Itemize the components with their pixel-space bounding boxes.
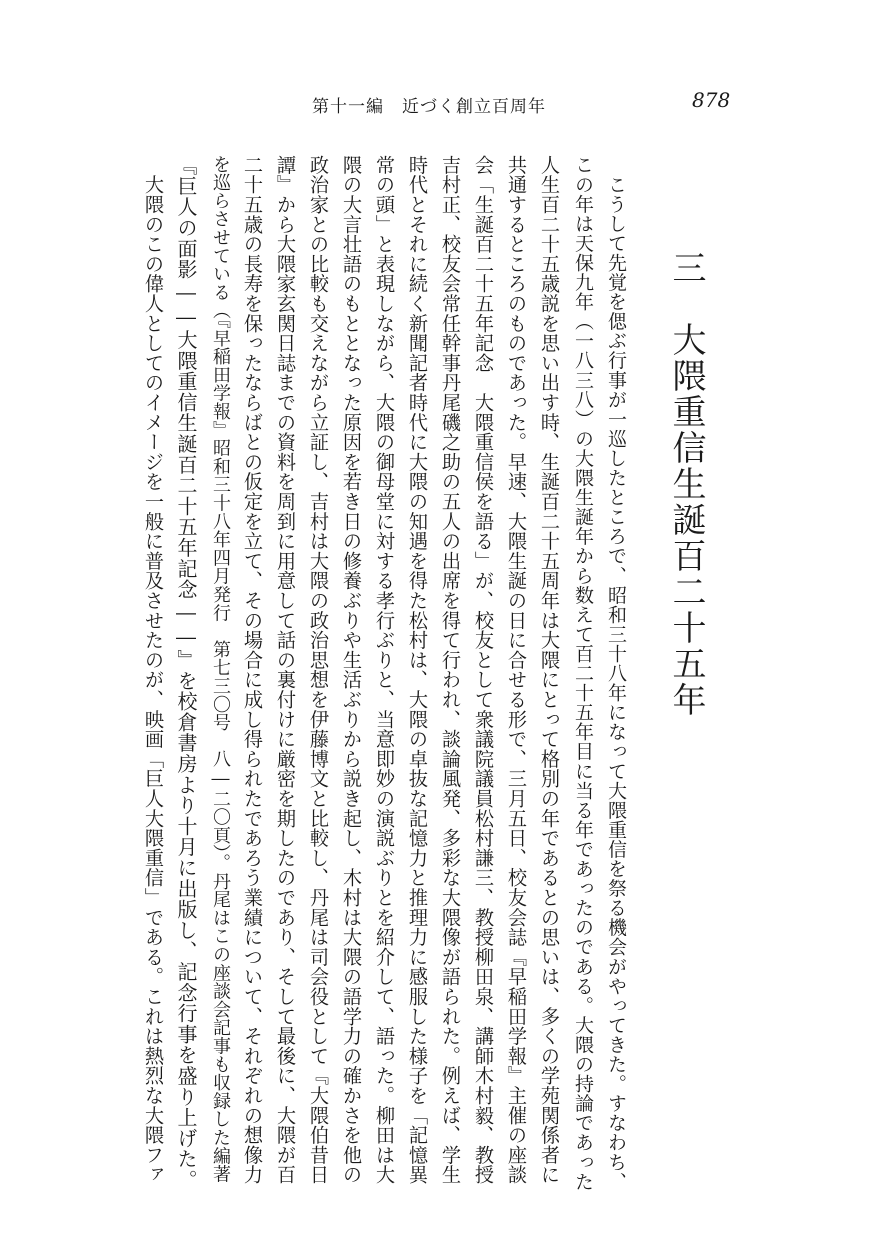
running-header: 第十一編 近づく創立百周年 <box>312 97 546 117</box>
body-column: 会「生誕百二十五年記念 大隈重信侯を語る」が、校友として衆議院議員松村謙三、教授柳田泉、講師木村毅、教授 <box>472 155 495 1185</box>
body-column: 共通するところのものであった。早速、大隈生誕の日に合せる形で、三月五日、校友会誌『早稲田学報』主催の座談 <box>505 155 528 1185</box>
body-column: 時代とそれに続く新聞記者時代に大隈の知遇を得た松村は、大隈の卓抜な記憶力と推理力に感服した様子を「記憶異 <box>406 155 429 1185</box>
body-column: 隈の大言壮語のもととなった原因を若き日の修養ぶりや生活ぶりから説き起し、木村は大隈の語学力の確かさを他の <box>340 155 363 1185</box>
body-column: 常の頭」と表現しながら、大隈の御母堂に対する孝行ぶりと、当意即妙の演説ぶりとを紹介して、語った。柳田は大 <box>373 155 396 1185</box>
section-heading: 三 大隈重信生誕百二十五年 <box>666 250 706 718</box>
body-column: 人生百二十五歳説を思い出す時、生誕百二十五周年は大隈にとって格別の年であるとの思いは、多くの学苑関係者に <box>538 155 561 1185</box>
body-column: この年は天保九年（一八三八）の大隈生誕年から数えて百二十五年目に当る年であったのである。大隈の持論であった <box>572 155 594 1192</box>
body-column: 二十五歳の長寿を保ったならばとの仮定を立て、その場合に成し得られたであろう業績について、それぞれの想像力 <box>241 155 264 1185</box>
body-column: 政治家との比較も交えながら立証し、吉村は大隈の政治思想を伊藤博文と比較し、丹尾は司会役として『大隈伯昔日 <box>307 155 330 1185</box>
body-column: 大隈のこの偉人としてのイメージを一般に普及させたのが、映画「巨人大隈重信」である。これは熱烈な大隈ファ <box>142 155 165 1185</box>
body-column: 吉村正、校友会常任幹事丹尾磯之助の五人の出席を得て行われ、談論風発、多彩な大隈像が語られた。例えば、学生 <box>439 155 462 1185</box>
body-column: こうして先覚を偲ぶ行事が一巡したところで、昭和三十八年になって大隈重信を祭る機会がやってきた。すなわち、 <box>605 155 627 1192</box>
body-column: を巡らさせている（『早稲田学報』昭和三十八年四月発行 第七三〇号 八―二〇頁）。丹尾はこの座談会記事も収録した編著 <box>210 155 231 1184</box>
page-number: 878 <box>692 88 731 112</box>
body-column: 譚』から大隈家玄関日誌までの資料を周到に用意して話の裏付けに厳密を期したのであり、そして最後に、大隈が百 <box>274 155 297 1185</box>
body-column: 『巨人の面影――大隈重信生誕百二十五年記念――』を校倉書房より十月に出版し、記念行事を盛り上げた。 <box>174 155 198 1191</box>
